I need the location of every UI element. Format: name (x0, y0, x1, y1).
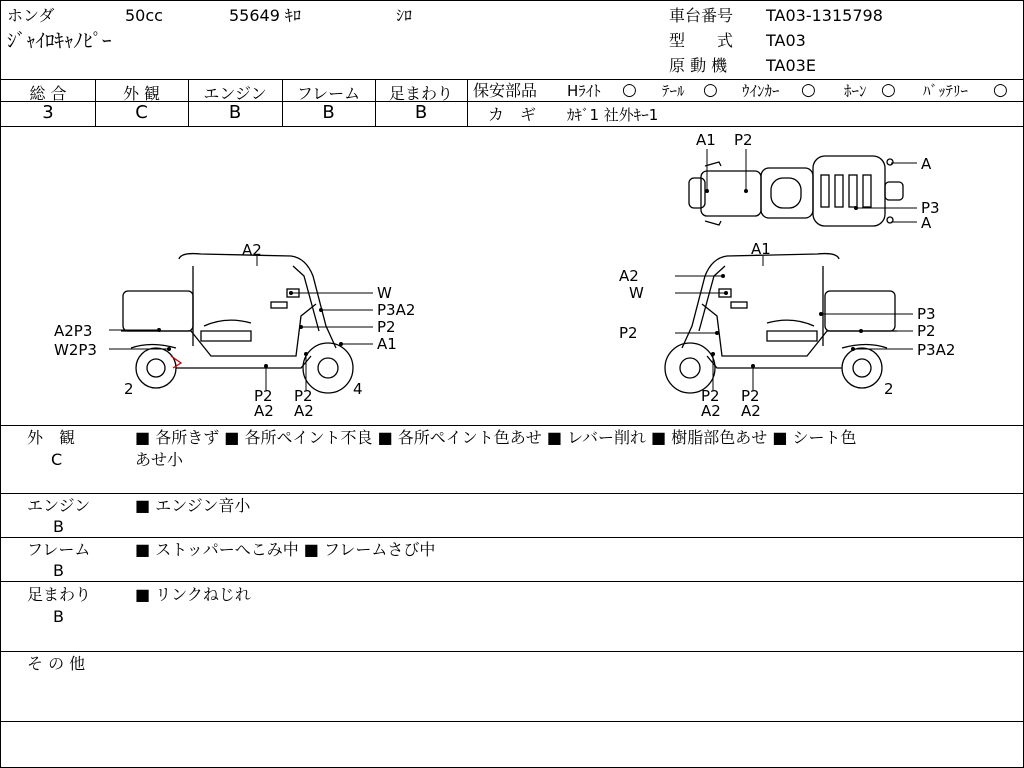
grade-total: 3 (42, 102, 54, 123)
left-label: P2 (294, 387, 313, 405)
divider (467, 79, 468, 126)
safety-item-horn: ﾎｰﾝ (844, 82, 867, 100)
left-label: 2 (124, 380, 134, 398)
divider (1, 721, 1023, 722)
mileage: 55649 ｷﾛ (229, 6, 301, 25)
engine-value: TA03E (766, 56, 816, 75)
left-label: W2P3 (54, 341, 97, 359)
key-value: ｶｷﾞ1 社外ｷｰ1 (567, 106, 659, 124)
divider (1, 581, 1023, 582)
section-grade-suspension: B (53, 607, 64, 626)
top-label: P2 (734, 131, 753, 149)
section-title-frame: フレーム (27, 540, 91, 559)
frame-no: TA03-1315798 (766, 6, 883, 25)
top-label: A1 (696, 131, 716, 149)
color: ｼﾛ (396, 6, 413, 25)
right-label: W (629, 284, 644, 302)
section-title-engine: エンジン (27, 496, 91, 515)
safety-mark: ○ (622, 80, 637, 100)
right-label: P2 (619, 324, 638, 342)
right-label: A2 (701, 402, 721, 420)
right-view-drawing (665, 254, 897, 393)
section-title-exterior: 外 観 (27, 428, 76, 447)
safety-label: 保安部品 (473, 81, 538, 100)
key-label: カ ギ (488, 105, 537, 124)
maker: ホンダ (7, 6, 55, 25)
top-label: A (921, 155, 932, 173)
divider (1, 537, 1023, 538)
damage-diagram (1, 126, 1023, 426)
grade-frame: B (322, 102, 335, 123)
divider (1, 651, 1023, 652)
top-label: P3 (921, 199, 940, 217)
engine-label: 原 動 機 (669, 56, 728, 75)
displacement: 50cc (125, 6, 163, 25)
right-label: P2 (701, 387, 720, 405)
section-grade-exterior: C (51, 450, 63, 469)
section-notes-exterior: ■ 各所きず ■ 各所ペイント不良 ■ 各所ペイント色あせ ■ レバー削れ ■ 樹脂部色あせ ■ シート色 (135, 428, 857, 447)
left-label: P2 (254, 387, 273, 405)
section-notes-engine: ■ エンジン音小 (135, 496, 251, 515)
left-label: A2 (242, 241, 262, 259)
section-title-other: そ の 他 (27, 654, 86, 673)
frame-no-label: 車台番号 (669, 6, 734, 25)
safety-item-winker: ｳｲﾝｶｰ (742, 82, 780, 100)
grade-header-frame: フレーム (296, 84, 361, 103)
section-grade-engine: B (53, 517, 64, 536)
left-label: P3A2 (377, 301, 416, 319)
safety-mark: ○ (993, 80, 1008, 100)
type-value: TA03 (766, 31, 806, 50)
left-label: A2 (254, 402, 274, 420)
section-notes-exterior: あせ小 (135, 450, 184, 469)
safety-item-headlight: Hﾗｲﾄ (567, 82, 601, 100)
right-label: P3A2 (917, 341, 956, 359)
left-label: W (377, 284, 392, 302)
grade-header-exterior: 外 観 (122, 84, 161, 103)
grade-exterior: C (135, 102, 148, 123)
left-label: A1 (377, 335, 397, 353)
grade-header-engine: エンジン (203, 84, 267, 103)
section-notes-suspension: ■ リンクねじれ (135, 585, 251, 604)
left-label: A2P3 (54, 322, 93, 340)
grade-engine: B (228, 102, 242, 123)
right-label: 2 (884, 380, 894, 398)
right-label: P3 (917, 305, 936, 323)
left-label: 4 (353, 380, 363, 398)
safety-mark: ○ (881, 80, 896, 100)
safety-item-tail: ﾃｰﾙ (662, 82, 685, 100)
right-label: A2 (741, 402, 761, 420)
safety-mark: ○ (801, 80, 816, 100)
right-label: A1 (751, 240, 771, 258)
top-label: A (921, 214, 932, 232)
left-label: P2 (377, 318, 396, 336)
left-label: A2 (294, 402, 314, 420)
safety-mark: ○ (703, 80, 718, 100)
right-label: P2 (741, 387, 760, 405)
grade-header-total: 総 合 (29, 84, 67, 103)
top-view-drawing (689, 156, 903, 226)
section-notes-frame: ■ ストッパーへこみ中 ■ フレームさび中 (135, 540, 436, 559)
type-label: 型 式 (669, 31, 734, 50)
section-title-suspension: 足まわり (27, 585, 92, 604)
left-view-drawing (121, 254, 353, 393)
divider (1, 493, 1023, 494)
grade-suspension: B (414, 102, 428, 123)
right-label: A2 (619, 267, 639, 285)
grade-header-suspension: 足まわり (388, 84, 453, 103)
model-name: ｼﾞｬｲﾛｷｬﾉﾋﾟｰ (7, 30, 112, 52)
right-label: P2 (917, 322, 936, 340)
divider (1, 79, 1023, 80)
safety-item-battery: ﾊﾞｯﾃﾘｰ (923, 82, 969, 100)
section-grade-frame: B (53, 561, 64, 580)
divider (1, 425, 1023, 426)
